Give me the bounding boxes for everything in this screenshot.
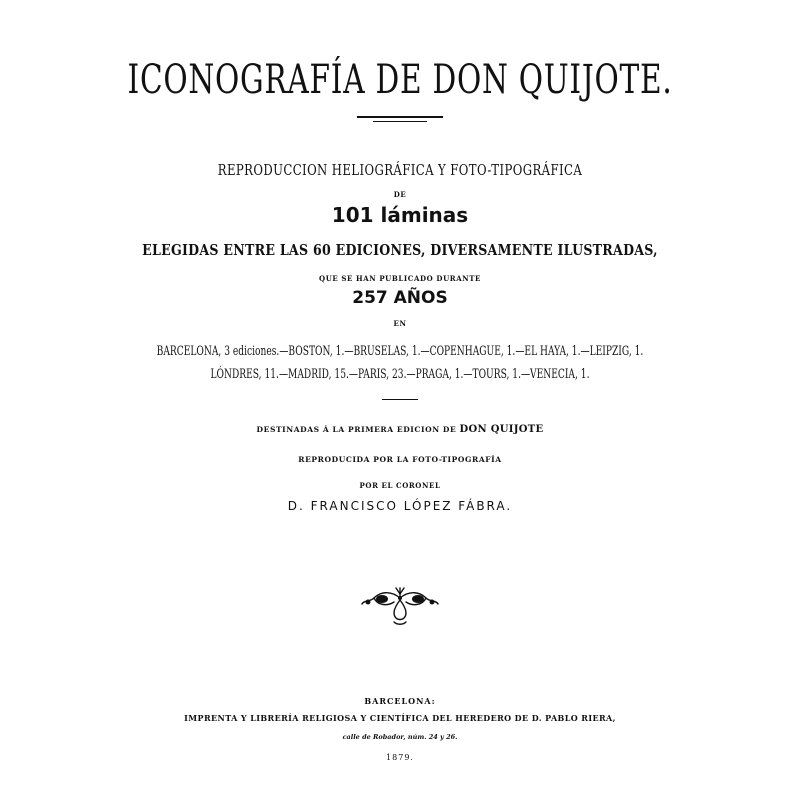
imprint-city: BARCELONA: — [364, 696, 436, 706]
destined-text: DESTINADAS Á LA PRIMERA EDICION DE — [256, 425, 457, 434]
published-line: QUE SE HAN PUBLICADO DURANTE — [319, 274, 481, 283]
title-divider — [357, 116, 443, 118]
title-divider-thin — [373, 121, 427, 122]
laminas-count: 101 láminas — [331, 203, 469, 227]
author-name: D. FRANCISCO LÓPEZ FÁBRA. — [287, 499, 513, 513]
connector-en: EN — [393, 319, 407, 328]
cities-line-1: BARCELONA, 3 ediciones.—BOSTON, 1.—BRUSELAS, 1.—COPENHAGUE, 1.—EL HAYA, 1.—LEIPZIG, 1. — [156, 344, 644, 359]
floral-ornament-icon — [360, 584, 440, 626]
cities-divider — [382, 399, 418, 400]
destined-line — [0, 425, 800, 435]
don-quijote-text: DON QUIJOTE — [459, 424, 544, 435]
connector-de: DE — [393, 190, 407, 199]
editions-line: ELEGIDAS ENTRE LAS 60 EDICIONES, DIVERSAMENTE ILUSTRADAS, — [142, 241, 658, 259]
imprint-year: 1879. — [386, 753, 414, 762]
years-count: 257 AÑOS — [352, 288, 448, 308]
imprint-printer: IMPRENTA Y LIBRERÍA RELIGIOSA Y CIENTÍFICA DEL HEREDERO DE D. PABLO RIERA, — [184, 713, 616, 723]
subtitle: REPRODUCCION HELIOGRÁFICA Y FOTO-TIPOGRÁFICA — [217, 161, 583, 179]
cities-line-2: LÓNDRES, 11.—MADRID, 15.—PARIS, 23.—PRAGA, 1.—TOURS, 1.—VENECIA, 1. — [210, 367, 590, 382]
by-colonel-line: POR EL CORONEL — [359, 481, 441, 490]
page-title: ICONOGRAFÍA DE DON QUIJOTE. — [127, 57, 673, 103]
imprint-address: calle de Robador, núm. 24 y 26. — [342, 733, 458, 741]
reproduced-line: REPRODUCIDA POR LA FOTO-TIPOGRAFÍA — [298, 455, 502, 464]
